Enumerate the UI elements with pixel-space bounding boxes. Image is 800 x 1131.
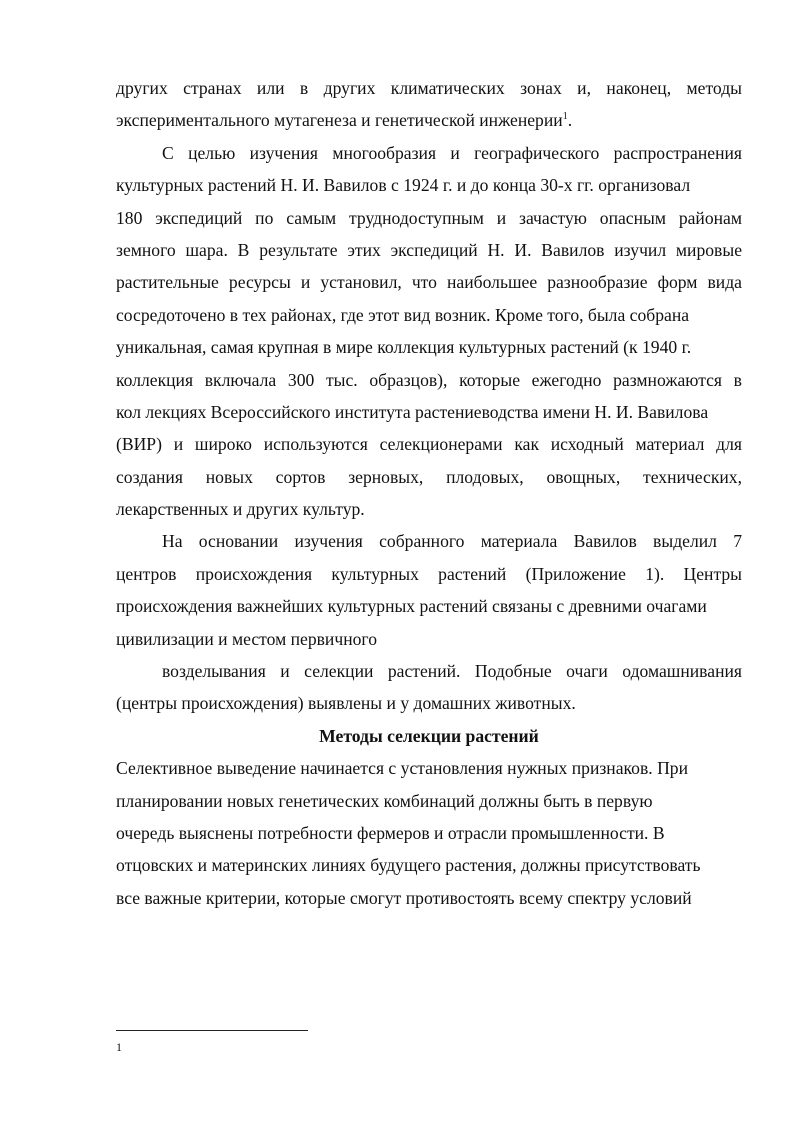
- footnote-marker: 1: [116, 1040, 122, 1054]
- text-line: лекарственных и других культур.: [116, 499, 365, 520]
- body-text: [116, 72, 742, 914]
- text-line: (центры происхождения) выявлены и у домашних животных.: [116, 693, 576, 714]
- text-line: других странах или в других климатических зонах и, наконец, методы: [116, 78, 742, 98]
- text-line: Селективное выведение начинается с установления нужных признаков. При: [116, 758, 689, 779]
- text-line: центров происхождения культурных растений (Приложение 1). Центры: [116, 563, 742, 584]
- text-line: возделывания и селекции растений. Подобные очаги одомашнивания: [162, 661, 742, 682]
- text-line: коллекция включала 300 тыс. образцов), которые ежегодно размножаются в: [116, 369, 742, 390]
- text-line: На основании изучения собранного материала Вавилов выделил 7: [162, 531, 742, 552]
- text-line: происхождения важнейших культурных растений связаны с древними очагами: [116, 596, 707, 617]
- text-fragment: экспериментального мутагенеза и генетической инженерии: [116, 110, 563, 131]
- text-line: земного шара. В результате этих экспедиций Н. И. Вавилов изучил мировые: [116, 239, 742, 260]
- paragraph-domestication: [116, 655, 742, 720]
- text-line: (ВИР) и широко используются селекционерами как исходный материал для: [116, 434, 742, 455]
- text-line: цивилизации и местом первичного: [116, 628, 377, 649]
- text-line: все важные критерии, которые смогут противостоять всему спектру условий: [116, 887, 692, 908]
- paragraph-vavilov-expeditions: [116, 137, 742, 526]
- paragraph-selection-methods: [116, 752, 742, 914]
- footnote-reference[interactable]: 1: [562, 111, 568, 123]
- section-heading: Методы селекции растений: [319, 725, 539, 746]
- text-line: уникальная, самая крупная в мире коллекция культурных растений (к 1940 г.: [116, 337, 692, 358]
- footnote-separator: [116, 1030, 308, 1031]
- text-line: культурных растений Н. И. Вавилов с 1924 г. и до конца 30-х гг. организовал: [116, 175, 691, 196]
- text-line: создания новых сортов зерновых, плодовых, овощных, технических,: [116, 466, 742, 487]
- paragraph-centers-of-origin: [116, 525, 742, 655]
- paragraph-continuation: [116, 72, 742, 137]
- text-line: планировании новых генетических комбинаций должны быть в первую: [116, 790, 653, 811]
- text-fragment: .: [567, 110, 573, 131]
- text-line: С целью изучения многообразия и географического распространения: [162, 142, 742, 163]
- text-line: отцовских и материнских линиях будущего растения, должны присутствовать: [116, 855, 701, 876]
- text-line: кол лекциях Всероссийского института растениеводства имени Н. И. Вавилова: [116, 401, 709, 422]
- text-line: [116, 104, 742, 136]
- text-line: растительные ресурсы и установил, что наибольшее разнообразие форм вида: [116, 272, 742, 293]
- text-line: очередь выяснены потребности фермеров и отрасли промышленности. В: [116, 822, 665, 843]
- text-line: 180 экспедиций по самым труднодоступным и зачастую опасным районам: [116, 207, 742, 228]
- text-line: сосредоточено в тех районах, где этот вид возник. Кроме того, была собрана: [116, 304, 690, 325]
